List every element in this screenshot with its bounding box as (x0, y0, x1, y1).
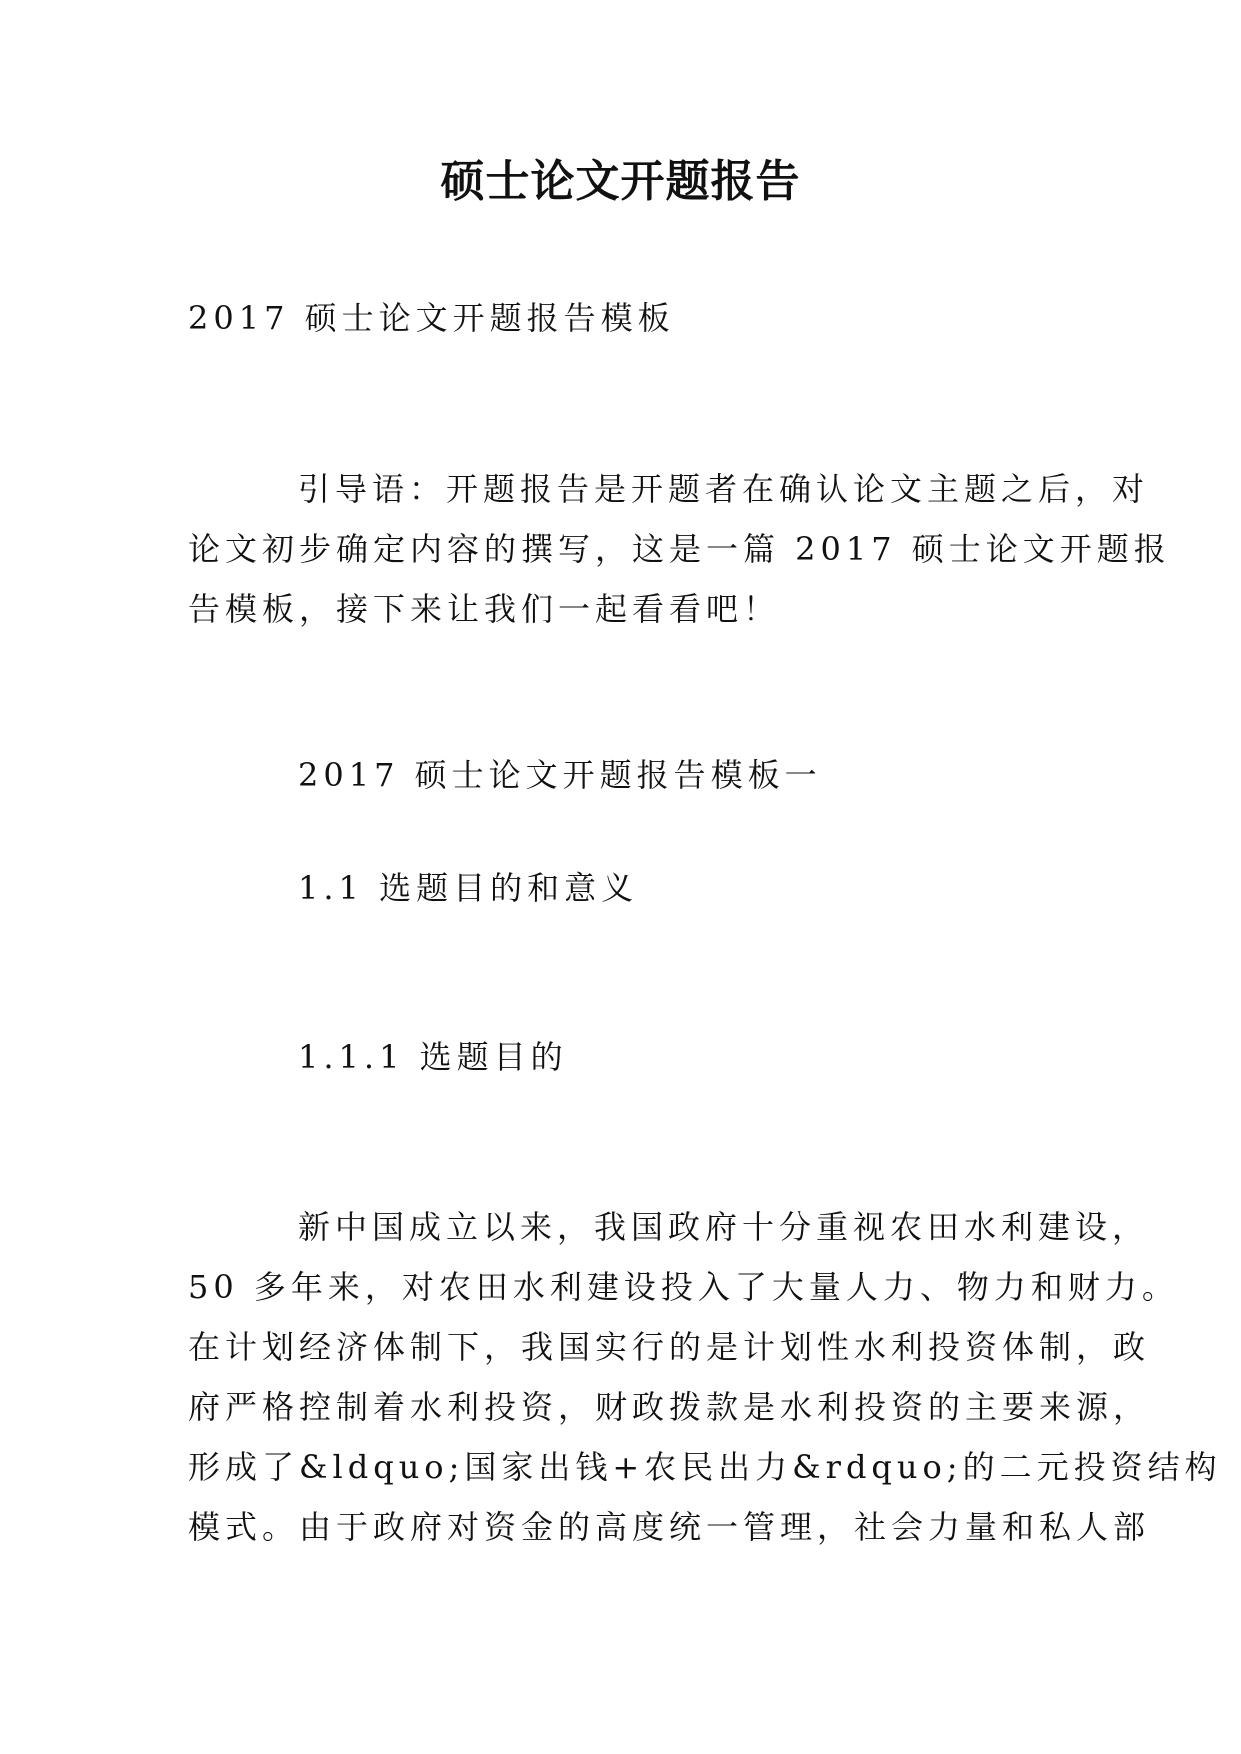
intro-line: 论文初步确定内容的撰写，这是一篇 2017 硕士论文开题报 (188, 530, 1171, 568)
body-line: 50 多年来，对农田水利建设投入了大量人力、物力和财力。 (188, 1268, 1179, 1306)
body-line: 府严格控制着水利投资，财政拨款是水利投资的主要来源， (188, 1388, 1151, 1426)
intro-line: 引导语：开题报告是开题者在确认论文主题之后，对 (298, 470, 1150, 508)
document-title: 硕士论文开题报告 (440, 156, 801, 207)
body-line: 新中国成立以来，我国政府十分重视农田水利建设， (298, 1208, 1150, 1246)
document-subtitle: 2017 硕士论文开题报告模板 (188, 299, 675, 337)
heading-1-1-1: 1.1.1 选题目的 (298, 1038, 568, 1076)
body-line: 在计划经济体制下，我国实行的是计划性水利投资体制，政 (188, 1328, 1151, 1366)
intro-line: 告模板，接下来让我们一起看看吧！ (188, 590, 781, 628)
body-line: 形成了&ldquo;国家出钱+农民出力&rdquo;的二元投资结构 (188, 1448, 1222, 1486)
body-line: 模式。由于政府对资金的高度统一管理，社会力量和私人部 (188, 1508, 1151, 1546)
section-title: 2017 硕士论文开题报告模板一 (298, 756, 822, 794)
heading-1-1: 1.1 选题目的和意义 (298, 869, 639, 907)
